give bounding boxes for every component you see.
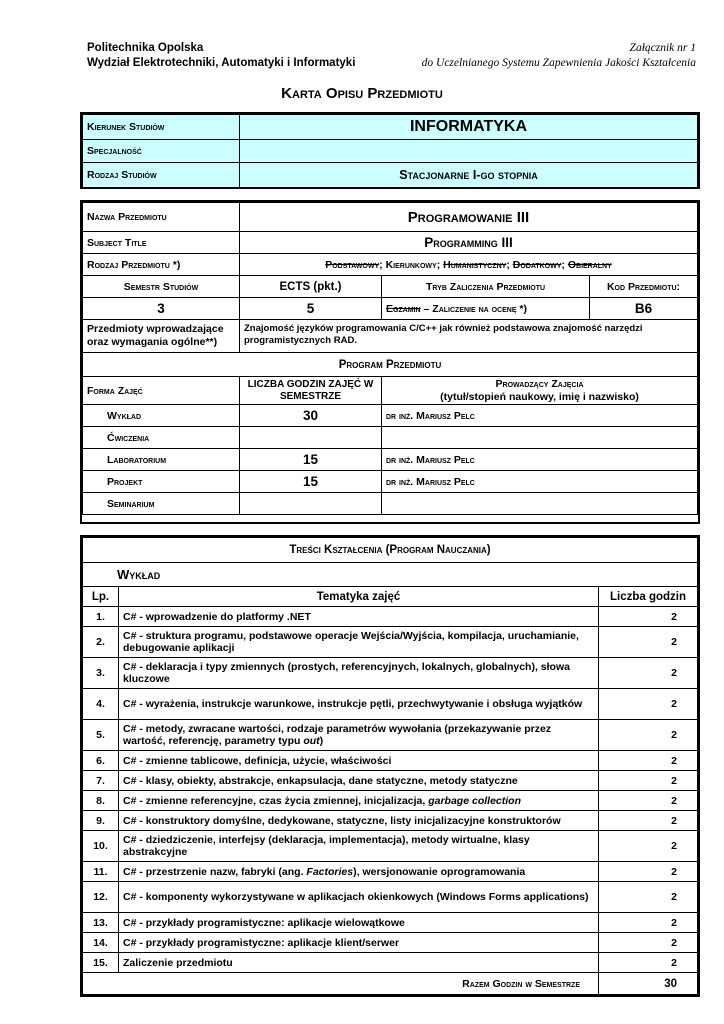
row-topic: C# - wprowadzenie do platformy .NET — [119, 607, 599, 627]
program-heading: Program Przedmiotu — [83, 353, 698, 377]
col-lp: Lp. — [83, 587, 119, 607]
option-obieralny: Obieralny — [567, 258, 612, 271]
row-hours: 2 — [599, 913, 698, 933]
kod-label: Kod Przedmiotu: — [590, 276, 698, 298]
tryb-egzamin: Egzamin — [386, 302, 421, 315]
row-lp: 11. — [83, 862, 119, 882]
subject-title-label: Subject Title — [83, 232, 240, 254]
ects-value: 5 — [240, 298, 382, 320]
row-hours: 2 — [599, 720, 698, 751]
row-lp: 1. — [83, 607, 119, 627]
razem-label: Razem Godzin w Semestrze — [83, 973, 599, 995]
row-topic: C# - przykłady programistyczne: aplikacje klient/serwer — [119, 933, 599, 953]
specjalnosc-value — [240, 140, 698, 163]
option-podstawowy: Podstawowy — [325, 258, 380, 271]
row-topic: C# - struktura programu, podstawowe operacje Wejścia/Wyjścia, kompilacja, uruchamianie, debugowanie aplikacji — [119, 627, 599, 658]
forma-lecturer: dr inż. Mariusz Pelc — [382, 449, 698, 471]
attachment-description: do Uczelnianego Systemu Zapewnienia Jakości Kształcenia — [421, 57, 696, 69]
forma-hours: 15 — [240, 471, 382, 493]
row-topic: C# - deklaracja i typy zmiennych (prostych, referencyjnych, lokalnych, globalnych), słowa kluczowe — [119, 658, 599, 689]
row-topic: C# - przestrzenie nazw, fabryki (ang. Factories), wersjonowanie oprogramowania — [119, 862, 599, 882]
row-lp: 12. — [83, 882, 119, 913]
row-lp: 3. — [83, 658, 119, 689]
ects-label: ECTS (pkt.) — [240, 276, 382, 298]
liczba-godzin-label: LICZBA GODZIN ZAJĘĆ W SEMESTRZE — [240, 377, 382, 405]
kierunek-label: Kierunek Studiów — [83, 115, 240, 140]
razem-value: 30 — [599, 973, 698, 995]
table-row — [83, 862, 698, 882]
row-hours: 2 — [599, 933, 698, 953]
nazwa-label: Nazwa Przedmiotu — [83, 203, 240, 232]
table-row — [83, 791, 698, 811]
row-hours: 2 — [599, 751, 698, 771]
forma-row — [83, 449, 698, 471]
row-lp: 8. — [83, 791, 119, 811]
row-hours: 2 — [599, 791, 698, 811]
tryb-zaliczenie: – Zaliczenie na ocenę *) — [420, 302, 527, 315]
table-row — [83, 953, 698, 973]
semestr-value: 3 — [83, 298, 240, 320]
option-kierunkowy: Kierunkowy — [385, 258, 437, 271]
tresci-table — [82, 537, 698, 995]
option-separator: ; — [379, 258, 386, 271]
document-title: Karta Opisu Przedmiotu — [281, 85, 443, 102]
prowadzacy-label: Prowadzący Zajęcia — [495, 377, 584, 390]
table-row — [83, 933, 698, 953]
table-row — [83, 658, 698, 689]
row-topic: C# - przykłady programistyczne: aplikacje wielowątkowe — [119, 913, 599, 933]
option-separator: ; — [506, 258, 513, 271]
col-tematyka: Tematyka zajęć — [119, 587, 599, 607]
table-row — [83, 627, 698, 658]
col-godziny: Liczba godzin — [599, 587, 698, 607]
row-lp: 6. — [83, 751, 119, 771]
row-hours: 2 — [599, 811, 698, 831]
row-hours: 2 — [599, 882, 698, 913]
specjalnosc-label: Specjalność — [83, 140, 240, 163]
rodzaj-przedmiotu-label: Rodzaj Przedmiotu *) — [83, 254, 240, 276]
row-lp: 4. — [83, 689, 119, 720]
semestr-label: Semestr Studiów — [83, 276, 240, 298]
tresci-heading: Treści Kształcenia (Program Nauczania) — [83, 538, 698, 563]
tryb-value — [382, 298, 590, 320]
row-lp: 15. — [83, 953, 119, 973]
rodzaj-studiow-value: Stacjonarne I-go stopnia — [240, 163, 698, 188]
forma-name: Ćwiczenia — [83, 427, 240, 449]
wymagania-value: Znajomość języków programowania C/C++ jak również podstawowa znajomość narzędzi programistycznych RAD. — [240, 320, 698, 353]
row-hours: 2 — [599, 689, 698, 720]
forma-hours — [240, 427, 382, 449]
wymagania-label: Przedmioty wprowadzające oraz wymagania ogólne**) — [83, 320, 240, 353]
forma-lecturer: dr inż. Mariusz Pelc — [382, 471, 698, 493]
forma-lecturer — [382, 493, 698, 515]
forma-label: Forma Zajęć — [83, 377, 240, 405]
attachment-number: Załącznik nr 1 — [629, 42, 696, 54]
tryb-label: Tryb Zaliczenia Przedmiotu — [382, 276, 590, 298]
row-hours: 2 — [599, 658, 698, 689]
forma-row — [83, 493, 698, 515]
university-name: Politechnika Opolska — [87, 42, 204, 54]
razem-row — [83, 973, 698, 995]
header-left — [87, 41, 355, 71]
table-row — [83, 811, 698, 831]
option-separator: ; — [561, 258, 568, 271]
kod-value: B6 — [590, 298, 698, 320]
row-hours: 2 — [599, 627, 698, 658]
table-row — [83, 771, 698, 791]
forma-row — [83, 405, 698, 427]
forma-name: Laboratorium — [83, 449, 240, 471]
row-topic: C# - klasy, obiekty, abstrakcje, enkapsulacja, dane statyczne, metody statyczne — [119, 771, 599, 791]
row-topic: C# - wyrażenia, instrukcje warunkowe, instrukcje pętli, przechwytywanie i obsługa wyjątków — [119, 689, 599, 720]
row-lp: 13. — [83, 913, 119, 933]
row-hours: 2 — [599, 607, 698, 627]
table-row — [83, 607, 698, 627]
row-topic: C# - konstruktory domyślne, dedykowane, statyczne, listy inicjalizacyjne konstruktorów — [119, 811, 599, 831]
row-lp: 2. — [83, 627, 119, 658]
option-separator: ; — [436, 258, 444, 271]
forma-hours — [240, 493, 382, 515]
kierunek-value: INFORMATYKA — [240, 115, 698, 140]
row-lp: 14. — [83, 933, 119, 953]
prowadzacy-header — [382, 377, 698, 405]
forma-name: Seminarium — [83, 493, 240, 515]
row-lp: 9. — [83, 811, 119, 831]
forma-name: Projekt — [83, 471, 240, 493]
forma-row — [83, 471, 698, 493]
row-hours: 2 — [599, 831, 698, 862]
forma-hours: 15 — [240, 449, 382, 471]
study-table — [82, 114, 698, 188]
row-hours: 2 — [599, 862, 698, 882]
option-dodatkowy: Dodatkowy — [512, 258, 562, 271]
row-topic: C# - zmienne tablicowe, definicja, użycie, właściwości — [119, 751, 599, 771]
forma-lecturer: dr inż. Mariusz Pelc — [382, 405, 698, 427]
option-humanistyczny: Humanistyczny — [443, 258, 507, 271]
row-lp: 5. — [83, 720, 119, 751]
row-topic: C# - dziedziczenie, interfejsy (deklaracja, implementacja), metody wirtualne, klasy abstrakcyjne — [119, 831, 599, 862]
table-row — [83, 720, 698, 751]
row-hours: 2 — [599, 953, 698, 973]
row-lp: 7. — [83, 771, 119, 791]
subject-table — [82, 202, 698, 515]
prowadzacy-subtitle: (tytuł/stopień naukowy, imię i nazwisko) — [440, 390, 639, 403]
table-row — [83, 913, 698, 933]
subject-title-value: Programming III — [240, 232, 698, 254]
row-topic: C# - metody, zwracane wartości, rodzaje parametrów wywołania (przekazywanie przez wartość, referencję, parametry typu out) — [119, 720, 599, 751]
table-row — [83, 751, 698, 771]
forma-hours: 30 — [240, 405, 382, 427]
forma-name: Wykład — [83, 405, 240, 427]
rodzaj-studiow-label: Rodzaj Studiów — [83, 163, 240, 188]
nazwa-value: Programowanie III — [240, 203, 698, 232]
forma-row — [83, 427, 698, 449]
table-row — [83, 689, 698, 720]
table-row — [83, 831, 698, 862]
row-hours: 2 — [599, 771, 698, 791]
tresci-section: Wykład — [83, 563, 698, 587]
faculty-name: Wydział Elektrotechniki, Automatyki i Informatyki — [87, 57, 356, 69]
row-topic: Zaliczenie przedmiotu — [119, 953, 599, 973]
header-right — [422, 41, 696, 71]
row-lp: 10. — [83, 831, 119, 862]
rodzaj-przedmiotu-options — [240, 254, 698, 276]
row-topic: C# - komponenty wykorzystywane w aplikacjach okienkowych (Windows Forms applications) — [119, 882, 599, 913]
forma-lecturer — [382, 427, 698, 449]
row-topic: C# - zmienne referencyjne, czas życia zmiennej, inicjalizacja, garbage collection — [119, 791, 599, 811]
table-row — [83, 882, 698, 913]
